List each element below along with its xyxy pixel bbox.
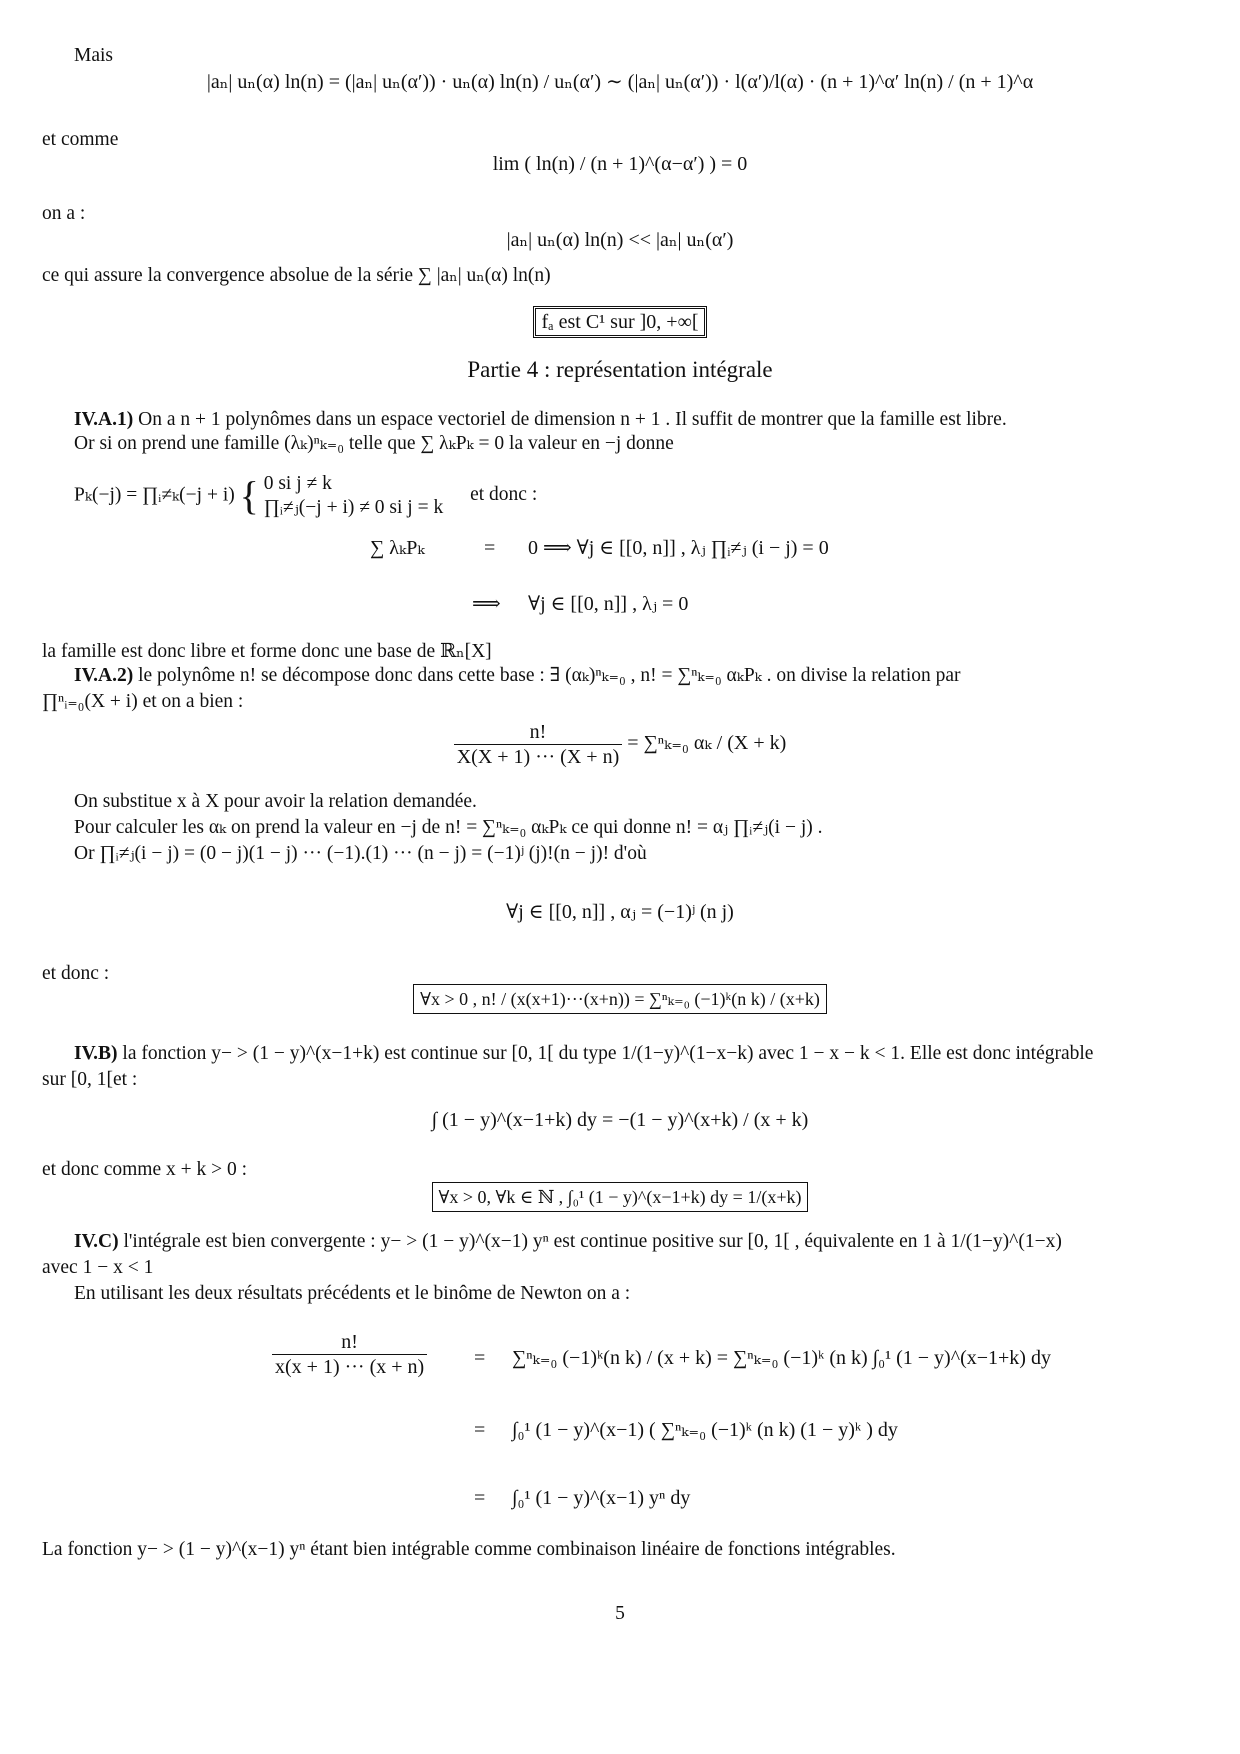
result-box-alpha: ∀x > 0 , n! / (x(x+1)···(x+n)) = ∑ⁿₖ₌₀ (−1)ᵏ(n k) / (x+k): [413, 984, 827, 1014]
sys-equal: =: [484, 537, 496, 559]
text-conclusion: La fonction y− > (1 − y)^(x−1) yⁿ étant bien intégrable comme combinaison linéaire de fonctions intégrables.: [42, 1539, 896, 1560]
equation-primitive: ∫ (1 − y)^(x−1+k) dy = −(1 − y)^(x+k) / (x + k): [431, 1109, 809, 1131]
text-ivc-line2: avec 1 − x < 1: [42, 1257, 154, 1278]
label-iva2: IV.A.2): [74, 665, 134, 686]
equation-limit: lim ( ln(n) / (n + 1)^(α−α′) ) = 0: [492, 153, 748, 175]
equation-pk-value: Pₖ(−j) = ∏ᵢ≠ₖ(−j + i) { 0 si j ≠ k ∏ᵢ≠ⱼ(−j + i) ≠ 0 si j = k et donc :: [74, 473, 538, 518]
result-box-integral: ∀x > 0, ∀k ∈ ℕ , ∫₀¹ (1 − y)^(x−1+k) dy = 1/(x+k): [432, 1182, 809, 1212]
pk-case-1: 0 si j ≠ k: [263, 473, 332, 494]
text-ivb-line2: sur [0, 1[et :: [42, 1069, 138, 1090]
sys-rhs-2: ∀j ∈ [[0, n]] , λⱼ = 0: [528, 593, 689, 615]
equation-decomposition: [0, 720, 1240, 769]
text-iva2: le polynôme n! se décompose donc dans cette base : ∃ (αₖ)ⁿₖ₌₀ , n! = ∑ⁿₖ₌₀ αₖPₖ . on divise la relation par: [138, 665, 961, 686]
equation-equivalence: |aₙ| uₙ(α) ln(n) = (|aₙ| uₙ(α′)) · uₙ(α) ln(n) / uₙ(α′) ∼ (|aₙ| uₙ(α′)) · l(α′)/l(α) · (n + 1)^α′ ln(n) / (n + 1)^α: [206, 71, 1034, 93]
sys-rhs-1: 0 ⟹ ∀j ∈ [[0, n]] , λⱼ ∏ᵢ≠ⱼ (i − j) = 0: [528, 537, 829, 559]
text-convergence: ce qui assure la convergence absolue de la série ∑ |aₙ| uₙ(α) ln(n): [42, 265, 551, 286]
final-lhs: [272, 1330, 427, 1379]
equation-alpha: ∀j ∈ [[0, n]] , αⱼ = (−1)ʲ (n j): [506, 901, 734, 923]
label-iva1: IV.A.1): [74, 409, 134, 430]
label-ivc: IV.C): [74, 1231, 119, 1252]
section-title: Partie 4 : représentation intégrale: [467, 357, 773, 382]
final-equal-3: =: [474, 1487, 486, 1509]
equation-domination: |aₙ| uₙ(α) ln(n) << |aₙ| uₙ(α′): [506, 229, 734, 251]
text-mais: Mais: [74, 45, 113, 66]
decomp-rhs: = ∑ⁿₖ₌₀ αₖ / (X + k): [627, 732, 787, 755]
label-ivb: IV.B): [74, 1043, 118, 1064]
final-rhs-1: ∑ⁿₖ₌₀ (−1)ᵏ(n k) / (x + k) = ∑ⁿₖ₌₀ (−1)ᵏ (n k) ∫₀¹ (1 − y)^(x−1+k) dy: [512, 1347, 1051, 1369]
final-lhs-numerator: n!: [272, 1330, 427, 1355]
text-substitution: On substitue x à X pour avoir la relation demandée.: [74, 791, 477, 812]
final-lhs-denominator: x(x + 1) ··· (x + n): [275, 1356, 425, 1378]
text-iva1: On a n + 1 polynômes dans un espace vectoriel de dimension n + 1 . Il suffit de montrer que la famille est libre.: [138, 409, 1007, 430]
final-equal-1: =: [474, 1347, 486, 1369]
final-rhs-2: ∫₀¹ (1 − y)^(x−1) ( ∑ⁿₖ₌₀ (−1)ᵏ (n k) (1 − y)ᵏ ) dy: [512, 1419, 898, 1441]
text-or-product: Or ∏ᵢ≠ⱼ(i − j) = (0 − j)(1 − j) ··· (−1).(1) ··· (n − j) = (−1)ʲ (j)!(n − j)! d'où: [74, 843, 647, 864]
page-number: 5: [615, 1603, 625, 1624]
sys-implies: ⟹: [472, 593, 501, 615]
final-rhs-3: ∫₀¹ (1 − y)^(x−1) yⁿ dy: [512, 1487, 691, 1509]
text-ivc: l'intégrale est bien convergente : y− > (1 − y)^(x−1) yⁿ est continue positive sur [0, 1[ , équivalente en 1 à 1/(1−y)^(1−x): [123, 1231, 1062, 1252]
pk-case-2: ∏ᵢ≠ⱼ(−j + i) ≠ 0 si j = k: [263, 497, 444, 518]
text-et-donc: et donc :: [42, 963, 110, 984]
text-calcul-alpha: Pour calculer les αₖ on prend la valeur en −j de n! = ∑ⁿₖ₌₀ αₖPₖ ce qui donne n! = αⱼ ∏ᵢ≠ⱼ(i − j) .: [74, 817, 823, 838]
text-on-a: on a :: [42, 203, 86, 224]
decomp-denominator: X(X + 1) ··· (X + n): [456, 746, 620, 768]
text-ivb: la fonction y− > (1 − y)^(x−1+k) est continue sur [0, 1[ du type 1/(1−y)^(1−x−k) avec 1 − x − k < 1. Elle est donc intégrable: [122, 1043, 1094, 1064]
pk-lhs: Pₖ(−j) = ∏ᵢ≠ₖ(−j + i): [74, 484, 235, 506]
result-box-c1: fₐ est C¹ sur ]0, +∞[: [533, 306, 708, 338]
final-equal-2: =: [474, 1419, 486, 1441]
text-binome: En utilisant les deux résultats précédents et le binôme de Newton on a :: [74, 1283, 631, 1304]
decomp-numerator: n!: [454, 720, 623, 745]
text-famille-libre: la famille est donc libre et forme donc une base de ℝₙ[X]: [42, 641, 492, 662]
text-et-comme: et comme: [42, 129, 119, 150]
sys-lhs: ∑ λₖPₖ: [370, 537, 425, 559]
text-et-donc-comme: et donc comme x + k > 0 :: [42, 1159, 248, 1180]
text-iva2-line2: ∏ⁿᵢ₌₀(X + i) et on a bien :: [42, 691, 244, 712]
pk-tail: et donc :: [470, 484, 538, 506]
text-iva1-line2: Or si on prend une famille (λₖ)ⁿₖ₌₀ telle que ∑ λₖPₖ = 0 la valeur en −j donne: [74, 433, 674, 454]
